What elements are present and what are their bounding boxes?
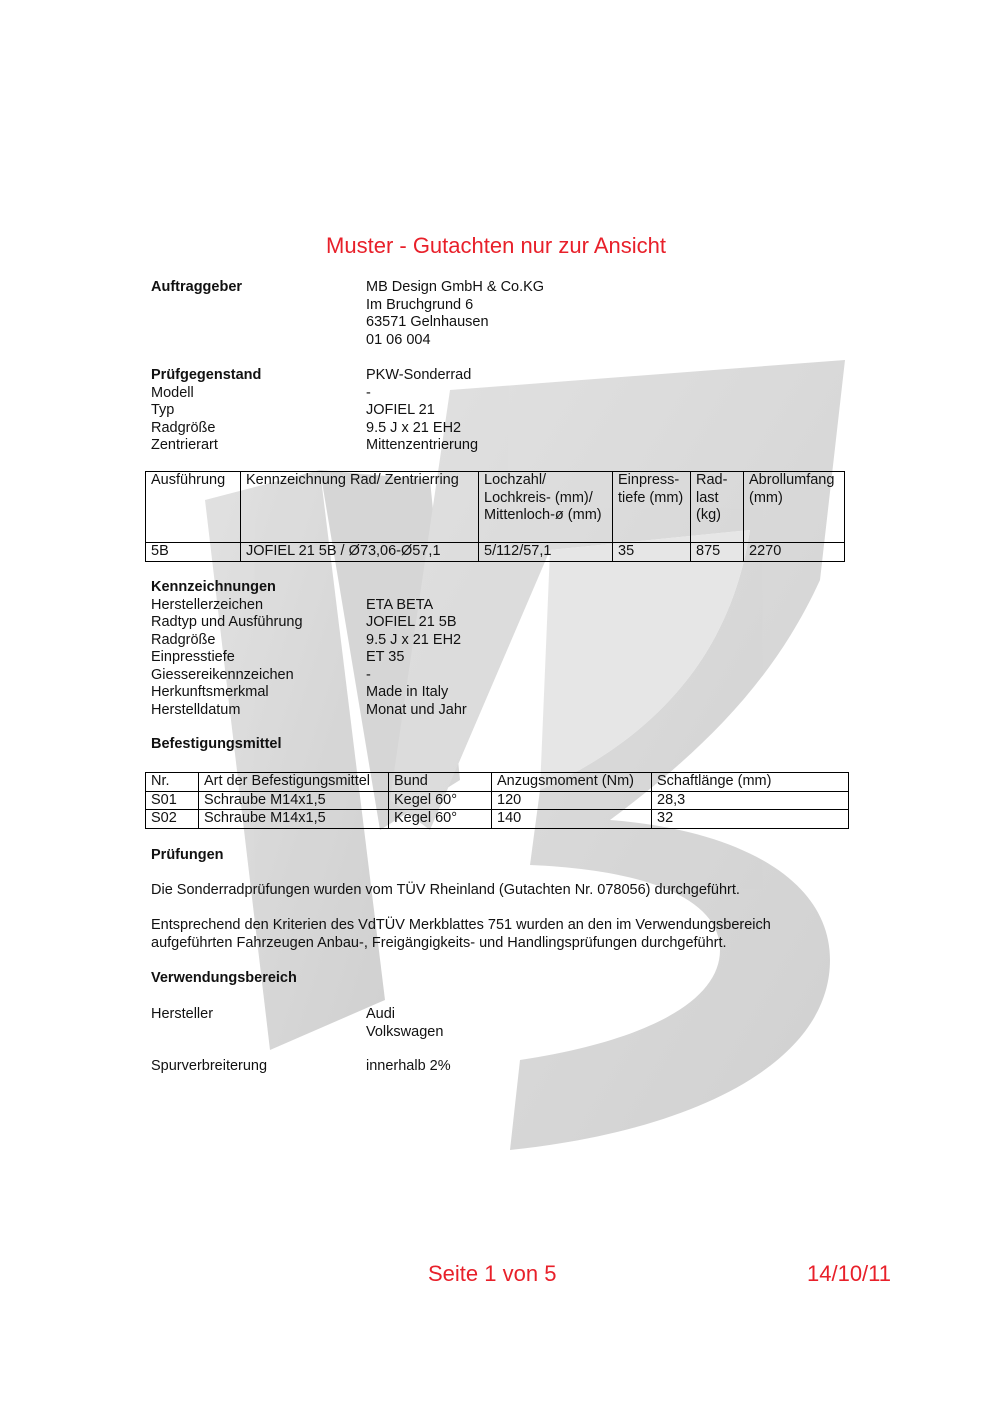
address-line: 01 06 004 bbox=[366, 331, 431, 348]
befestigung-table bbox=[145, 772, 849, 829]
hersteller-row bbox=[151, 1006, 801, 1041]
footer-date: 14/10/11 bbox=[807, 1261, 892, 1286]
hersteller-label: Hersteller bbox=[151, 1006, 214, 1022]
spurverbreiterung-value: innerhalb 2% bbox=[366, 1058, 451, 1074]
table-row bbox=[146, 810, 849, 829]
pruefungen-heading: Prüfungen bbox=[151, 847, 224, 863]
table-header: Schaftlänge (mm) bbox=[652, 773, 849, 792]
kz-label: Radtyp und Ausführung bbox=[151, 614, 303, 630]
pruefungen-paragraph-1: Die Sonderradprüfungen wurden vom TÜV Rheinland (Gutachten Nr. 078056) durchgeführt. bbox=[151, 882, 740, 898]
table-cell: 875 bbox=[691, 543, 744, 562]
table-header-row bbox=[146, 773, 849, 792]
paragraph-line: Entsprechend den Kriterien des VdTÜV Merkblattes 751 wurden an den im Verwendungsbereich bbox=[151, 917, 771, 933]
table-cell: 2270 bbox=[744, 543, 845, 562]
table-row bbox=[146, 543, 845, 562]
kz-label: Einpresstiefe bbox=[151, 649, 235, 665]
pruefgegenstand-value: PKW-Sonderrad bbox=[366, 367, 472, 383]
kz-value: JOFIEL 21 5B bbox=[366, 614, 457, 630]
wheel-spec-table bbox=[145, 471, 845, 562]
kz-value: ETA BETA bbox=[366, 596, 434, 613]
table-row bbox=[146, 791, 849, 810]
zentrierart-value: Mittenzentrierung bbox=[366, 437, 479, 453]
table-header: Bund bbox=[389, 773, 492, 792]
auftraggeber-label: Auftraggeber bbox=[151, 279, 243, 295]
spurverbreiterung-row bbox=[151, 1058, 801, 1076]
modell-label: Modell bbox=[151, 384, 194, 401]
address-line: MB Design GmbH & Co.KG bbox=[366, 279, 545, 295]
table-cell: 5/112/57,1 bbox=[479, 543, 613, 562]
paragraph-line: aufgeführten Fahrzeugen Anbau-, Freigängigkeits- und Handlingsprüfungen durchgeführt. bbox=[151, 934, 727, 951]
befestigung-heading: Befestigungsmittel bbox=[151, 736, 282, 752]
table-cell: JOFIEL 21 5B / Ø73,06-Ø57,1 bbox=[241, 543, 479, 562]
kz-label: Radgröße bbox=[151, 631, 216, 648]
table-cell: S02 bbox=[146, 810, 199, 829]
table-header: Kennzeichnung Rad/ Zentrierring bbox=[241, 472, 479, 543]
hersteller-item: Audi bbox=[366, 1006, 396, 1022]
kz-label: Herstelldatum bbox=[151, 701, 241, 718]
table-cell: 140 bbox=[492, 810, 652, 829]
kz-value: ET 35 bbox=[366, 649, 405, 665]
table-header: Art der Befestigungsmittel bbox=[199, 773, 389, 792]
table-cell: Kegel 60° bbox=[389, 791, 492, 810]
spurverbreiterung-label: Spurverbreiterung bbox=[151, 1058, 268, 1074]
kz-value: 9.5 J x 21 EH2 bbox=[366, 631, 462, 648]
page-title: Muster - Gutachten nur zur Ansicht bbox=[326, 233, 666, 258]
kz-label: Herstellerzeichen bbox=[151, 596, 264, 613]
modell-value: - bbox=[366, 384, 371, 401]
table-cell: 32 bbox=[652, 810, 849, 829]
table-header: Einpress-tiefe (mm) bbox=[613, 472, 691, 543]
page-number: Seite 1 von 5 bbox=[428, 1261, 557, 1286]
table-cell: 5B bbox=[146, 543, 241, 562]
pruefgegenstand-label: Prüfgegenstand bbox=[151, 367, 262, 383]
table-header-row bbox=[146, 472, 845, 543]
kz-label: Herkunftsmerkmal bbox=[151, 684, 269, 700]
verwendungsbereich-heading: Verwendungsbereich bbox=[151, 970, 297, 986]
pruefungen-paragraph-2 bbox=[151, 917, 851, 952]
kz-value: - bbox=[366, 666, 371, 683]
auftraggeber-address bbox=[366, 279, 801, 349]
table-cell: S01 bbox=[146, 791, 199, 810]
kennzeichnungen-section bbox=[151, 579, 801, 719]
auftraggeber-section bbox=[151, 279, 801, 349]
table-cell: 28,3 bbox=[652, 791, 849, 810]
table-header: Ausführung bbox=[146, 472, 241, 543]
radgroesse-label: Radgröße bbox=[151, 419, 216, 436]
table-cell: 120 bbox=[492, 791, 652, 810]
table-header: Lochzahl/ Lochkreis- (mm)/ Mittenloch-ø (mm) bbox=[479, 472, 613, 543]
hersteller-item: Volkswagen bbox=[366, 1023, 444, 1040]
hersteller-list bbox=[366, 1006, 801, 1041]
typ-value: JOFIEL 21 bbox=[366, 402, 435, 418]
pruefgegenstand-section bbox=[151, 367, 801, 455]
address-line: 63571 Gelnhausen bbox=[366, 314, 489, 330]
typ-label: Typ bbox=[151, 402, 175, 418]
radgroesse-value: 9.5 J x 21 EH2 bbox=[366, 419, 462, 436]
address-line: Im Bruchgrund 6 bbox=[366, 296, 474, 313]
table-cell: Schraube M14x1,5 bbox=[199, 791, 389, 810]
zentrierart-label: Zentrierart bbox=[151, 437, 218, 453]
kz-label: Giessereikennzeichen bbox=[151, 666, 294, 683]
table-header: Anzugsmoment (Nm) bbox=[492, 773, 652, 792]
kennzeichnungen-heading: Kennzeichnungen bbox=[151, 579, 276, 595]
kz-value: Made in Italy bbox=[366, 684, 449, 700]
table-header: Nr. bbox=[146, 773, 199, 792]
table-cell: Schraube M14x1,5 bbox=[199, 810, 389, 829]
table-cell: Kegel 60° bbox=[389, 810, 492, 829]
kz-value: Monat und Jahr bbox=[366, 701, 467, 718]
table-cell: 35 bbox=[613, 543, 691, 562]
table-header: Abrollumfang (mm) bbox=[744, 472, 845, 543]
table-header: Rad-last (kg) bbox=[691, 472, 744, 543]
